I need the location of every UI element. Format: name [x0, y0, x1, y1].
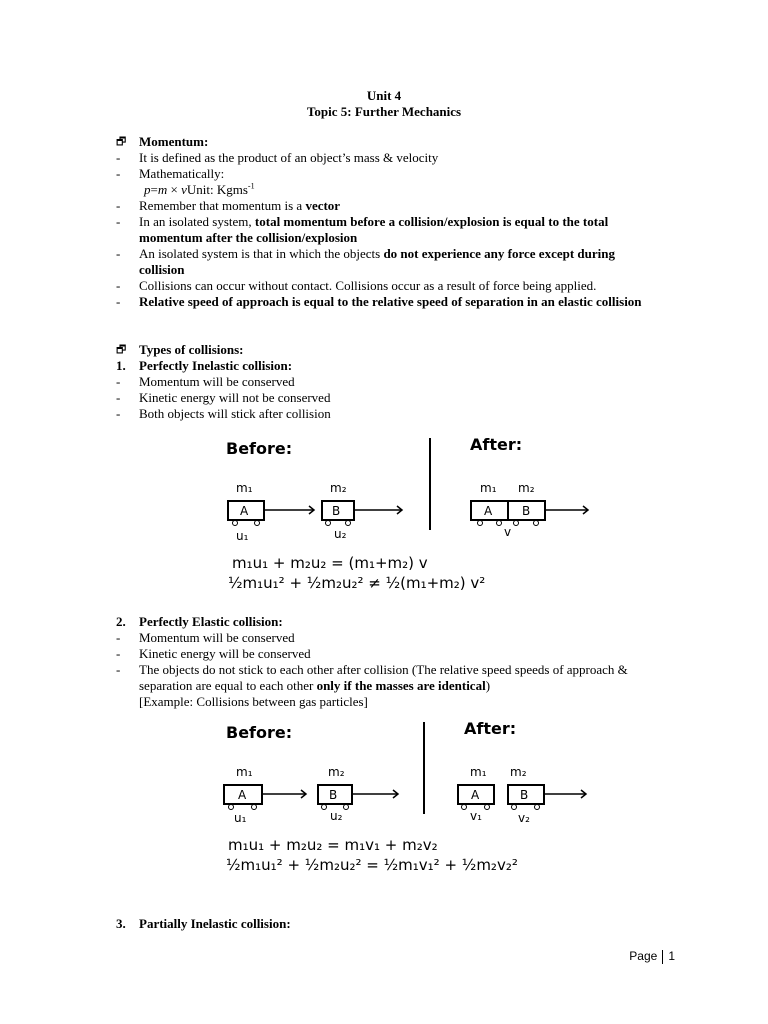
- momentum-heading-row: [116, 134, 656, 150]
- window-bullet-icon: 🗗: [116, 343, 127, 356]
- list-item: - Momentum will be conserved: [116, 374, 295, 389]
- svg-text:A: A: [484, 504, 493, 518]
- svg-text:m₁: m₁: [236, 481, 253, 495]
- svg-text:m₂: m₂: [328, 765, 345, 779]
- momentum-heading: Momentum:: [139, 134, 209, 149]
- list-item: - Mathematically:: [116, 166, 225, 181]
- list-item: - Kinetic energy will not be conserved: [116, 390, 331, 405]
- svg-text:m₁: m₁: [236, 765, 253, 779]
- svg-text:m₂: m₂: [518, 481, 535, 495]
- partial-section: [116, 916, 656, 932]
- window-bullet-icon: 🗗: [116, 135, 127, 148]
- energy-equation: ½m₁u₁² + ½m₂u₂² ≠ ½(m₁+m₂) v²: [228, 574, 486, 592]
- elastic-section: [116, 614, 656, 710]
- list-item: - Kinetic energy will be conserved: [116, 646, 311, 661]
- list-item: - In an isolated system, total momentum before a collision/explosion is equal to the total momentum after the collision/explosion: [116, 214, 609, 245]
- types-heading: Types of collisions:: [139, 342, 244, 357]
- svg-text:B: B: [520, 788, 529, 802]
- after-label: After:: [464, 719, 517, 738]
- types-heading-row: [116, 342, 656, 358]
- page-footer: [629, 948, 675, 964]
- topic-title: Topic 5: Further Mechanics: [306, 104, 462, 119]
- svg-text:u₁: u₁: [236, 529, 249, 543]
- list-item: - It is defined as the product of an object’s mass & velocity: [116, 150, 439, 165]
- svg-text:v₁: v₁: [470, 809, 482, 823]
- collision-3-title: 3. Partially Inelastic collision:: [116, 916, 291, 931]
- momentum-equation: m₁u₁ + m₂u₂ = (m₁+m₂) v: [232, 554, 428, 572]
- list-item: - Collisions can occur without contact. Collisions occur as a result of force being applied.: [116, 278, 597, 293]
- svg-text:v₂: v₂: [518, 811, 530, 825]
- page-label: Page: [629, 949, 658, 963]
- before-label: Before:: [226, 439, 293, 458]
- example-note: [Example: Collisions between gas particles]: [139, 694, 368, 709]
- svg-text:u₁: u₁: [234, 811, 247, 825]
- collision-2-title: 2. Perfectly Elastic collision:: [116, 614, 283, 629]
- list-item: - The objects do not stick to each other after collision (The relative speed speeds of approach & separation are equal to each other only if the masses are identical): [116, 662, 628, 693]
- svg-text:m₂: m₂: [510, 765, 527, 779]
- unit-title: Unit 4: [366, 88, 402, 103]
- elastic-collision-diagram: [218, 716, 598, 878]
- list-item: - Relative speed of approach is equal to the relative speed of separation in an elastic collision: [116, 294, 642, 309]
- svg-text:A: A: [238, 788, 247, 802]
- svg-text:m₁: m₁: [480, 481, 497, 495]
- momentum-formula: p=m × vUnit: Kgms$^{-1}$: [144, 181, 255, 197]
- before-label: Before:: [226, 723, 293, 742]
- list-item: - Both objects will stick after collision: [116, 406, 331, 421]
- svg-text:u₂: u₂: [334, 527, 347, 541]
- svg-text:v: v: [504, 525, 512, 539]
- inelastic-collision-diagram: [218, 432, 598, 598]
- momentum-section: [116, 134, 656, 310]
- list-item: - Remember that momentum is a vector: [116, 198, 341, 213]
- momentum-equation: m₁u₁ + m₂u₂ = m₁v₁ + m₂v₂: [228, 836, 438, 854]
- svg-text:B: B: [329, 788, 338, 802]
- list-item: - Momentum will be conserved: [116, 630, 295, 645]
- footer-divider: [662, 950, 663, 964]
- svg-text:m₁: m₁: [470, 765, 487, 779]
- collision-1-title: 1. Perfectly Inelastic collision:: [116, 358, 293, 373]
- svg-text:A: A: [471, 788, 480, 802]
- types-section: [116, 342, 656, 422]
- after-label: After:: [470, 435, 523, 454]
- svg-text:B: B: [522, 504, 531, 518]
- svg-text:u₂: u₂: [330, 809, 343, 823]
- energy-equation: ½m₁u₁² + ½m₂u₂² = ½m₁v₁² + ½m₂v₂²: [226, 856, 518, 874]
- svg-text:m₂: m₂: [330, 481, 347, 495]
- page-number: 1: [668, 949, 675, 963]
- svg-text:B: B: [332, 504, 341, 518]
- list-item: - An isolated system is that in which the objects do not experience any force except during collision: [116, 246, 615, 277]
- svg-text:A: A: [240, 504, 249, 518]
